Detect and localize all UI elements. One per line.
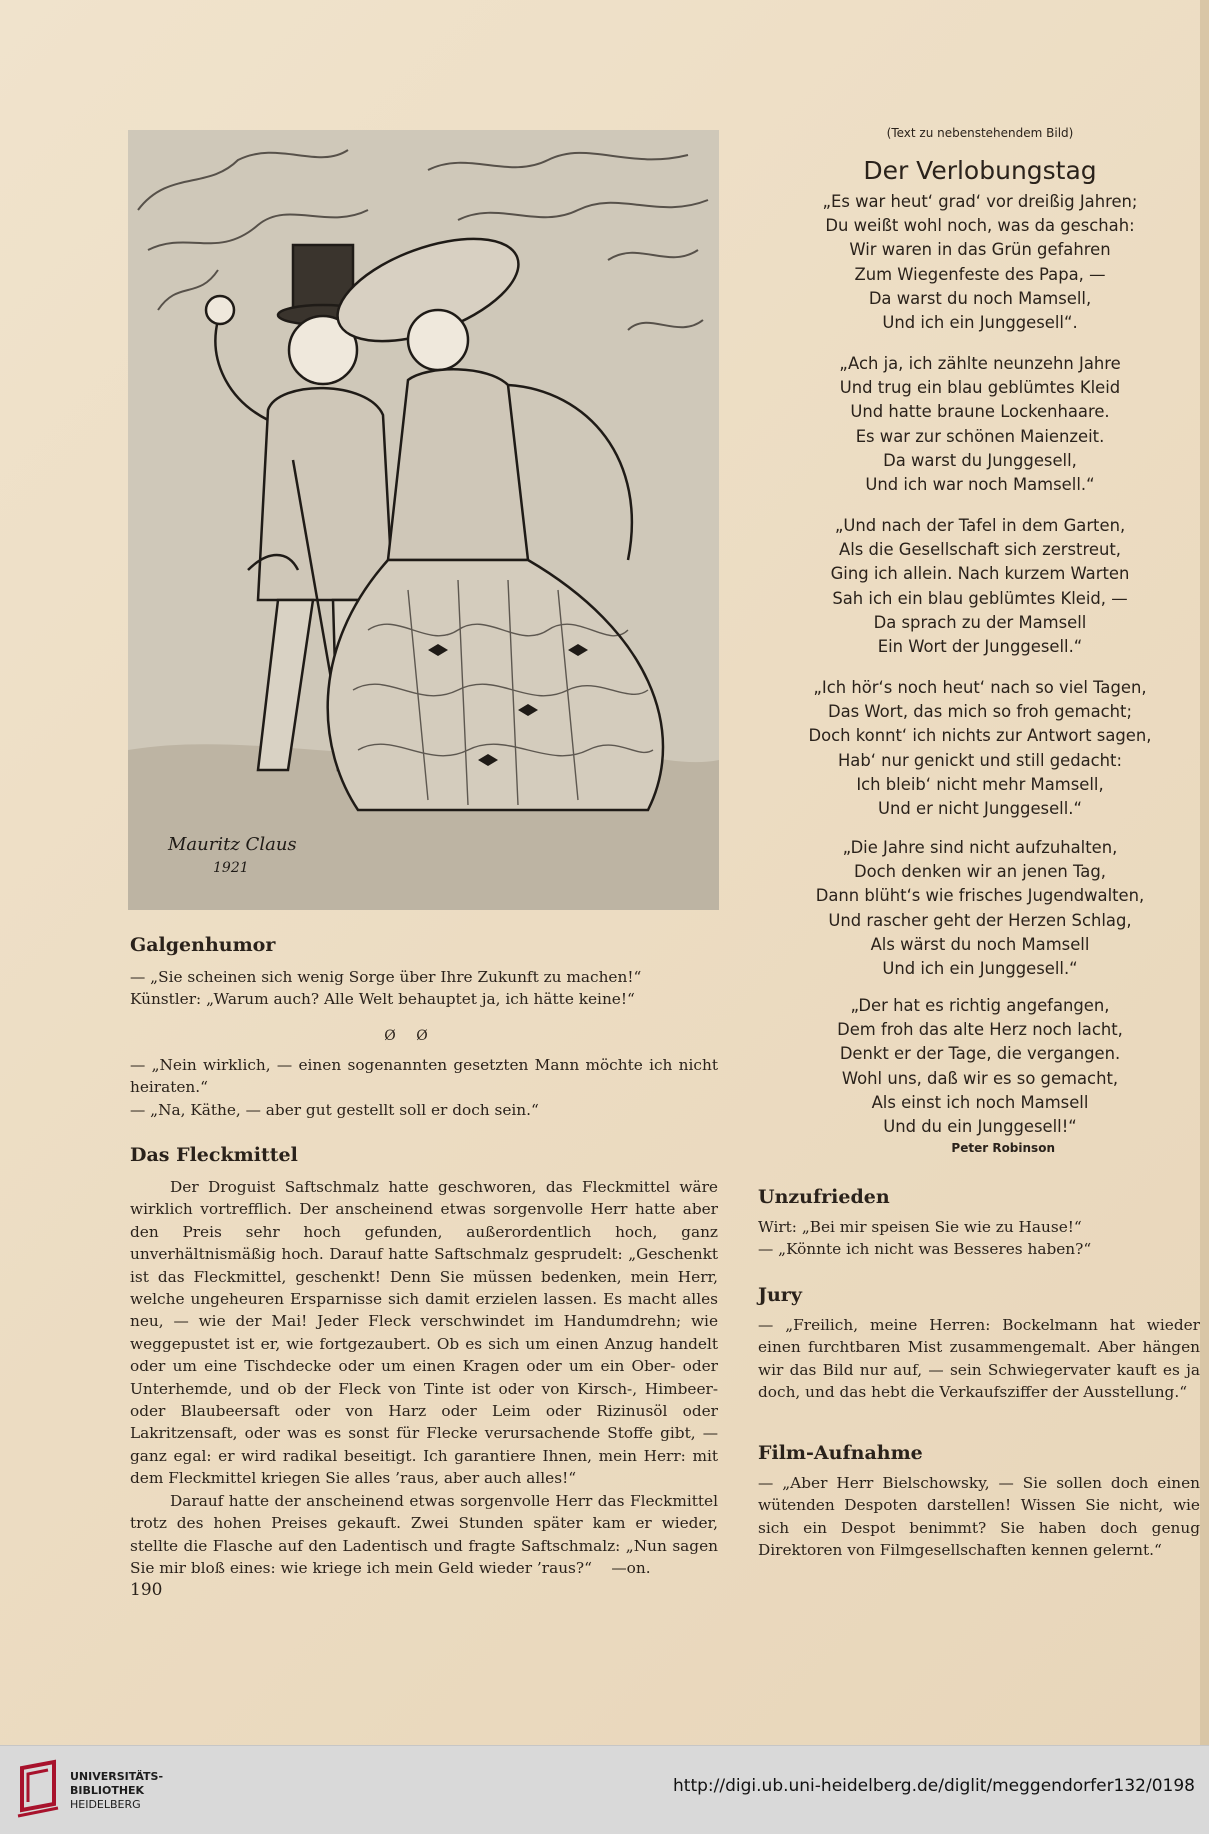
galgenhumor-p3: — „Nein wirklich, — einen sogenannten gesetzten Mann möchte ich nicht heiraten.“ [130,1056,718,1097]
poem-line: Und trug ein blau geblümtes Kleid [839,378,1121,398]
poem-line: Wohl uns, daß wir es so gemacht, [841,1068,1119,1088]
library-name-line3: HEIDELBERG [70,1798,141,1811]
poem-line: Doch konnt‘ ich nichts zur Antwort sagen, [808,726,1152,746]
poem-line: „Es war heut‘ grad‘ vor dreißig Jahren; [822,192,1138,211]
poem-title: Der Verlobungstag [863,156,1097,185]
artist-year: 1921 [213,860,249,876]
galgenhumor-text [130,966,718,1011]
poem-line: Das Wort, das mich so froh gemacht; [827,702,1132,722]
fleckmittel-p1: Der Droguist Saftschmalz hatte geschworen, das Fleckmittel wäre wirklich vortrefflich. Der anscheinend etwas sorgenvolle Herr hatte aber den Preis sehr hoch gefunden, außerordentlich hoch, ganz unverhältnismäßig hoch. Darauf hatte Saftschmalz gesprudelt: „Geschenkt ist das Fleckmittel, geschenkt! Denn Sie müssen bedenken, mein Herr, welche ungeheuren Ersparnisse sich damit erzielen lassen. Es macht alles neu, — wie der Mai! Jeder Fleck verschwindet im Handumdrehn; wie weggepustet ist er, wie fortgezaubert. Ob es sich um einen Anzug handelt oder um eine Tischdecke oder um einen Kragen oder um ein Ober- oder Unterhemde, und ob der Fleck von Tinte ist oder von Kirsch-, Himbeer- oder Blaubeersaft oder von Harz oder Leim oder Rizinusöl oder Lakritzensaft, oder was es sonst für Flecke verursachende Stoffe gibt, — ganz egal: er wird radikal beseitigt. Ich garantiere Ihnen, mein Herr: mit dem Fleckmittel kriegen Sie alles ’raus, aber auch alles!“ [130,1178,718,1488]
couple-drawing [128,130,719,910]
fleckmittel-sign: —on. [611,1558,651,1577]
galgenhumor-p1: — „Sie scheinen sich wenig Sorge über Ihre Zukunft zu machen!“ [130,968,642,986]
poem-line: Hab‘ nur genickt und still gedacht: [837,750,1122,770]
poem-stanza-5 [760,836,1200,981]
poem-stanza-2 [760,352,1200,497]
poem-line: Zum Wiegenfeste des Papa, — [854,264,1106,284]
galgenhumor-p2: Künstler: „Warum auch? Alle Welt behauptet ja, ich hätte keine!“ [130,990,635,1009]
heading-unzufrieden: Unzufrieden [758,1186,890,1208]
poem-line: Und ich ein Junggesell.“ [882,959,1078,979]
poem-line: Und rascher geht der Herzen Schlag, [828,910,1132,930]
page-number: 190 [130,1580,163,1600]
poem-line: „Ich hör‘s noch heut‘ nach so viel Tagen, [813,678,1147,697]
film-p1: — „Aber Herr Bielschowsky, — Sie sollen doch einen wütenden Despoten darstellen! Wissen Sie nicht, wie sich ein Despot benimmt? Sie haben doch genug Direktoren von Filmgesellschaften kennen gelernt.“ [758,1474,1200,1560]
poem-caption: (Text zu nebenstehendem Bild) [886,126,1074,140]
source-url-link[interactable]: http://digi.ub.uni-heidelberg.de/diglit/meggendorfer132/0198 [673,1776,1195,1796]
galgenhumor-text-2 [130,1054,718,1121]
poem-line: Es war zur schönen Maienzeit. [855,426,1105,446]
heading-jury: Jury [758,1284,802,1306]
poem-line: Und ich ein Junggesell“. [882,313,1078,333]
poem-line: Und ich war noch Mamsell.“ [865,475,1095,495]
galgenhumor-p4: — „Na, Käthe, — aber gut gestellt soll er doch sein.“ [130,1100,539,1119]
page-edge [1200,0,1209,1745]
unzufrieden-p2: — „Könnte ich nicht was Besseres haben?“ [758,1240,1092,1259]
poem-stanza-4 [760,676,1200,821]
poem-line: Und hatte braune Lockenhaare. [850,402,1110,422]
poem-line: Da warst du noch Mamsell, [868,288,1092,308]
heading-fleckmittel: Das Fleckmittel [130,1144,298,1166]
unzufrieden-p1: Wirt: „Bei mir speisen Sie wie zu Hause!“ [758,1218,1082,1236]
poem-line: „Ach ja, ich zählte neunzehn Jahre [839,354,1121,373]
poem-line: Du weißt wohl noch, was da geschah: [825,216,1135,236]
illustration-couple-drawing [128,130,719,910]
poem-stanza-6 [760,994,1200,1139]
jury-p1: — „Freilich, meine Herren: Bockelmann hat wieder einen furchtbaren Mist zusammengemalt. Aber hängen wir das Bild nur auf, — sein Schwiegervater kauft es ja doch, und das hebt die Verkaufsziffer der Ausstellung.“ [758,1316,1200,1402]
poem-stanza-3 [760,514,1200,659]
library-name[interactable] [70,1770,163,1812]
poem-line: Doch denken wir an jenen Tag, [854,862,1106,882]
poem-line: Und du ein Junggesell!“ [883,1117,1077,1137]
poem-line: Da warst du Junggesell, [883,450,1077,470]
library-name-line1: UNIVERSITÄTS- [70,1770,164,1783]
library-logo-icon[interactable] [14,1758,62,1820]
library-footer [0,1745,1209,1834]
poem-line: Da sprach zu der Mamsell [873,612,1087,632]
poem-stanza-1 [760,190,1200,335]
fleckmittel-text [130,1176,718,1579]
fleckmittel-p2-text: Darauf hatte der anscheinend etwas sorgenvolle Herr das Fleckmittel trotz des hohen Preises gekauft. Zwei Stunden später kam er wieder, stellte die Flasche auf den Ladentisch und fragte Saftschmalz: „Nun sagen Sie mir bloß eines: wie kriege ich mein Geld wieder ’raus?“ [130,1491,718,1577]
poem-line: „Und nach der Tafel in dem Garten, [834,516,1126,535]
fleckmittel-p2 [130,1490,718,1580]
poem-line: Als einst ich noch Mamsell [871,1092,1089,1112]
poem-line: Dann blüht‘s wie frisches Jugendwalten, [815,886,1145,906]
artist-signature: Mauritz Claus [168,834,297,855]
poem-line: Als die Gesellschaft sich zerstreut, [839,540,1121,560]
poem-line: Ein Wort der Junggesell.“ [877,637,1083,657]
poem-line: Dem froh das alte Herz noch lacht, [837,1020,1123,1040]
poem-line: Sah ich ein blau geblümtes Kleid, — [832,588,1128,608]
film-text [758,1472,1200,1562]
poem-author: Peter Robinson [951,1141,1055,1155]
unzufrieden-text [758,1216,1200,1261]
poem-line: Ich bleib‘ nicht mehr Mamsell, [856,774,1104,794]
poem-line: Als wärst du noch Mamsell [870,934,1090,954]
poem-line: Und er nicht Junggesell.“ [878,799,1082,819]
jury-text [758,1314,1200,1404]
section-divider: Ø Ø [384,1028,436,1044]
library-name-line2: BIBLIOTHEK [70,1784,145,1797]
poem-line: „Die Jahre sind nicht aufzuhalten, [842,838,1118,857]
poem-line: Denkt er der Tage, die vergangen. [839,1044,1121,1064]
poem-line: Wir waren in das Grün gefahren [849,240,1111,260]
poem-line: „Der hat es richtig angefangen, [850,996,1110,1015]
heading-film-aufnahme: Film-Aufnahme [758,1442,923,1464]
poem-line: Ging ich allein. Nach kurzem Warten [830,564,1130,584]
heading-galgenhumor: Galgenhumor [130,934,276,956]
